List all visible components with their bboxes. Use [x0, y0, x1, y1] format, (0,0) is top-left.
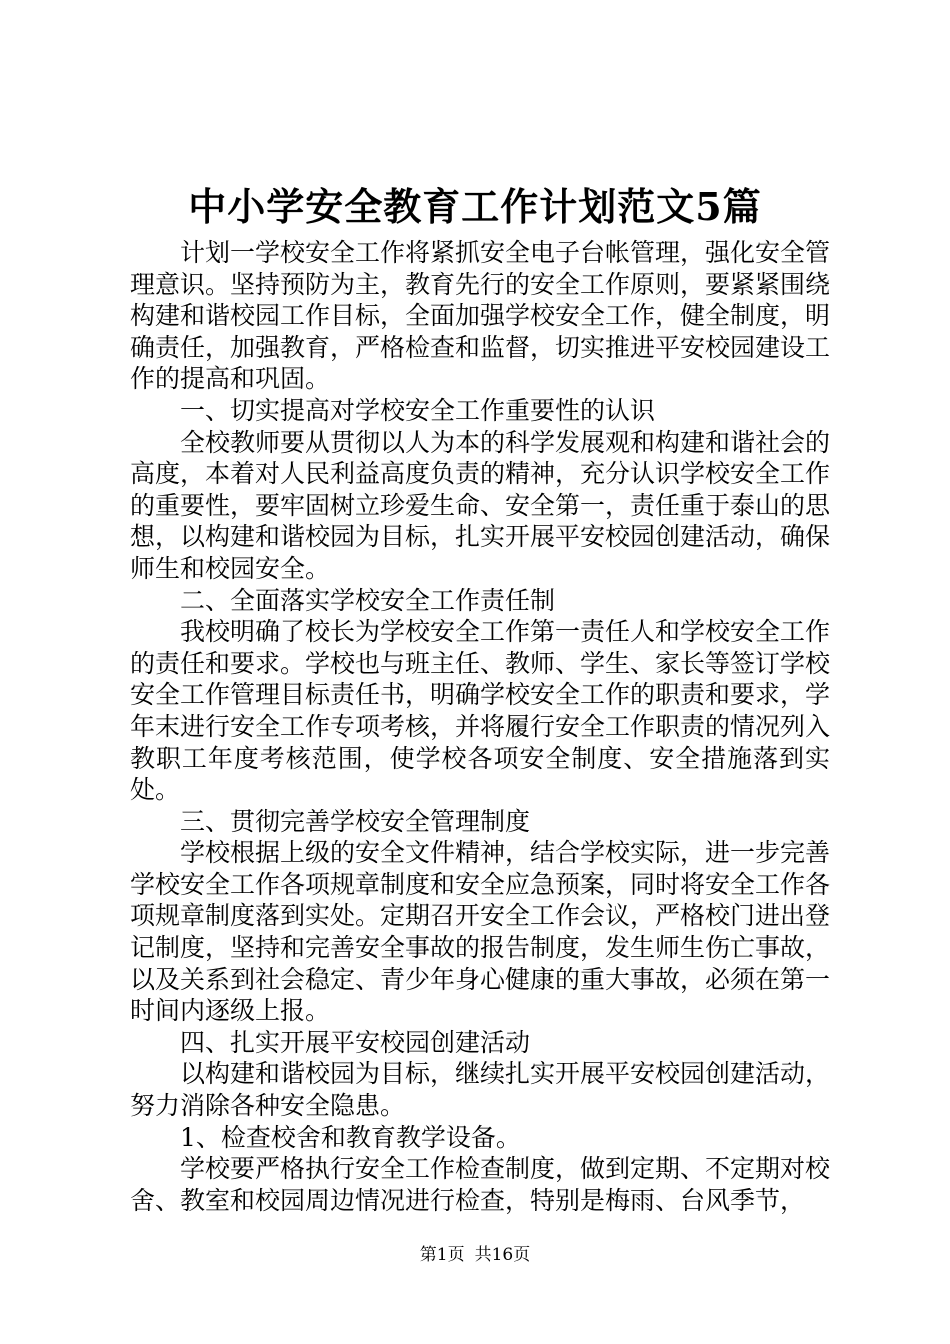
- paragraph: 我校明确了校长为学校安全工作第一责任人和学校安全工作的责任和要求。学校也与班主任、教师、学生、家长等签订学校安全工作管理目标责任书，明确学校安全工作的职责和要求，学年末进行安全工作专项考核，并将履行安全工作职责的情况列入教职工年度考核范围，使学校各项安全制度、安全措施落到实处。: [130, 617, 831, 805]
- page-number-total: 共16页: [474, 1245, 531, 1265]
- paragraph: 全校教师要从贯彻以人为本的科学发展观和构建和谐社会的高度，本着对人民利益高度负责的精神，充分认识学校安全工作的重要性，要牢固树立珍爱生命、安全第一，责任重于泰山的思想，以构建和谐校园为目标，扎实开展平安校园创建活动，确保师生和校园安全。: [130, 427, 831, 583]
- page-footer: [0, 1243, 950, 1267]
- section-heading: 三、贯彻完善学校安全管理制度: [180, 806, 531, 836]
- page-number-current: 第1页: [419, 1245, 465, 1265]
- paragraph: 以构建和谐校园为目标，继续扎实开展平安校园创建活动，努力消除各种安全隐患。: [130, 1059, 831, 1121]
- document-title: 中小学安全教育工作计划范文5篇: [188, 184, 762, 229]
- paragraph: 计划一学校安全工作将紧抓安全电子台帐管理，强化安全管理意识。坚持预防为主，教育先行的安全工作原则，要紧紧围绕构建和谐校园工作目标，全面加强学校安全工作，健全制度，明确责任，加强教育，严格检查和监督，切实推进平安校园建设工作的提高和巩固。: [130, 238, 831, 394]
- paragraph: 学校根据上级的安全文件精神，结合学校实际，进一步完善学校安全工作各项规章制度和安全应急预案，同时将安全工作各项规章制度落到实处。定期召开安全工作会议，严格校门进出登记制度，坚持和完善安全事故的报告制度，发生师生伤亡事故，以及关系到社会稳定、青少年身心健康的重大事故，必须在第一时间内逐级上报。: [130, 838, 831, 1026]
- subsection-heading: 1、检查校舍和教育教学设备。: [180, 1122, 521, 1152]
- section-heading: 四、扎实开展平安校园创建活动: [180, 1027, 531, 1057]
- paragraph: 学校要严格执行安全工作检查制度，做到定期、不定期对校舍、教室和校园周边情况进行检查，特别是梅雨、台风季节，: [130, 1154, 831, 1215]
- section-heading: 二、全面落实学校安全工作责任制: [180, 585, 556, 615]
- document-body: [130, 237, 830, 1216]
- section-heading: 一、切实提高对学校安全工作重要性的认识: [180, 395, 656, 425]
